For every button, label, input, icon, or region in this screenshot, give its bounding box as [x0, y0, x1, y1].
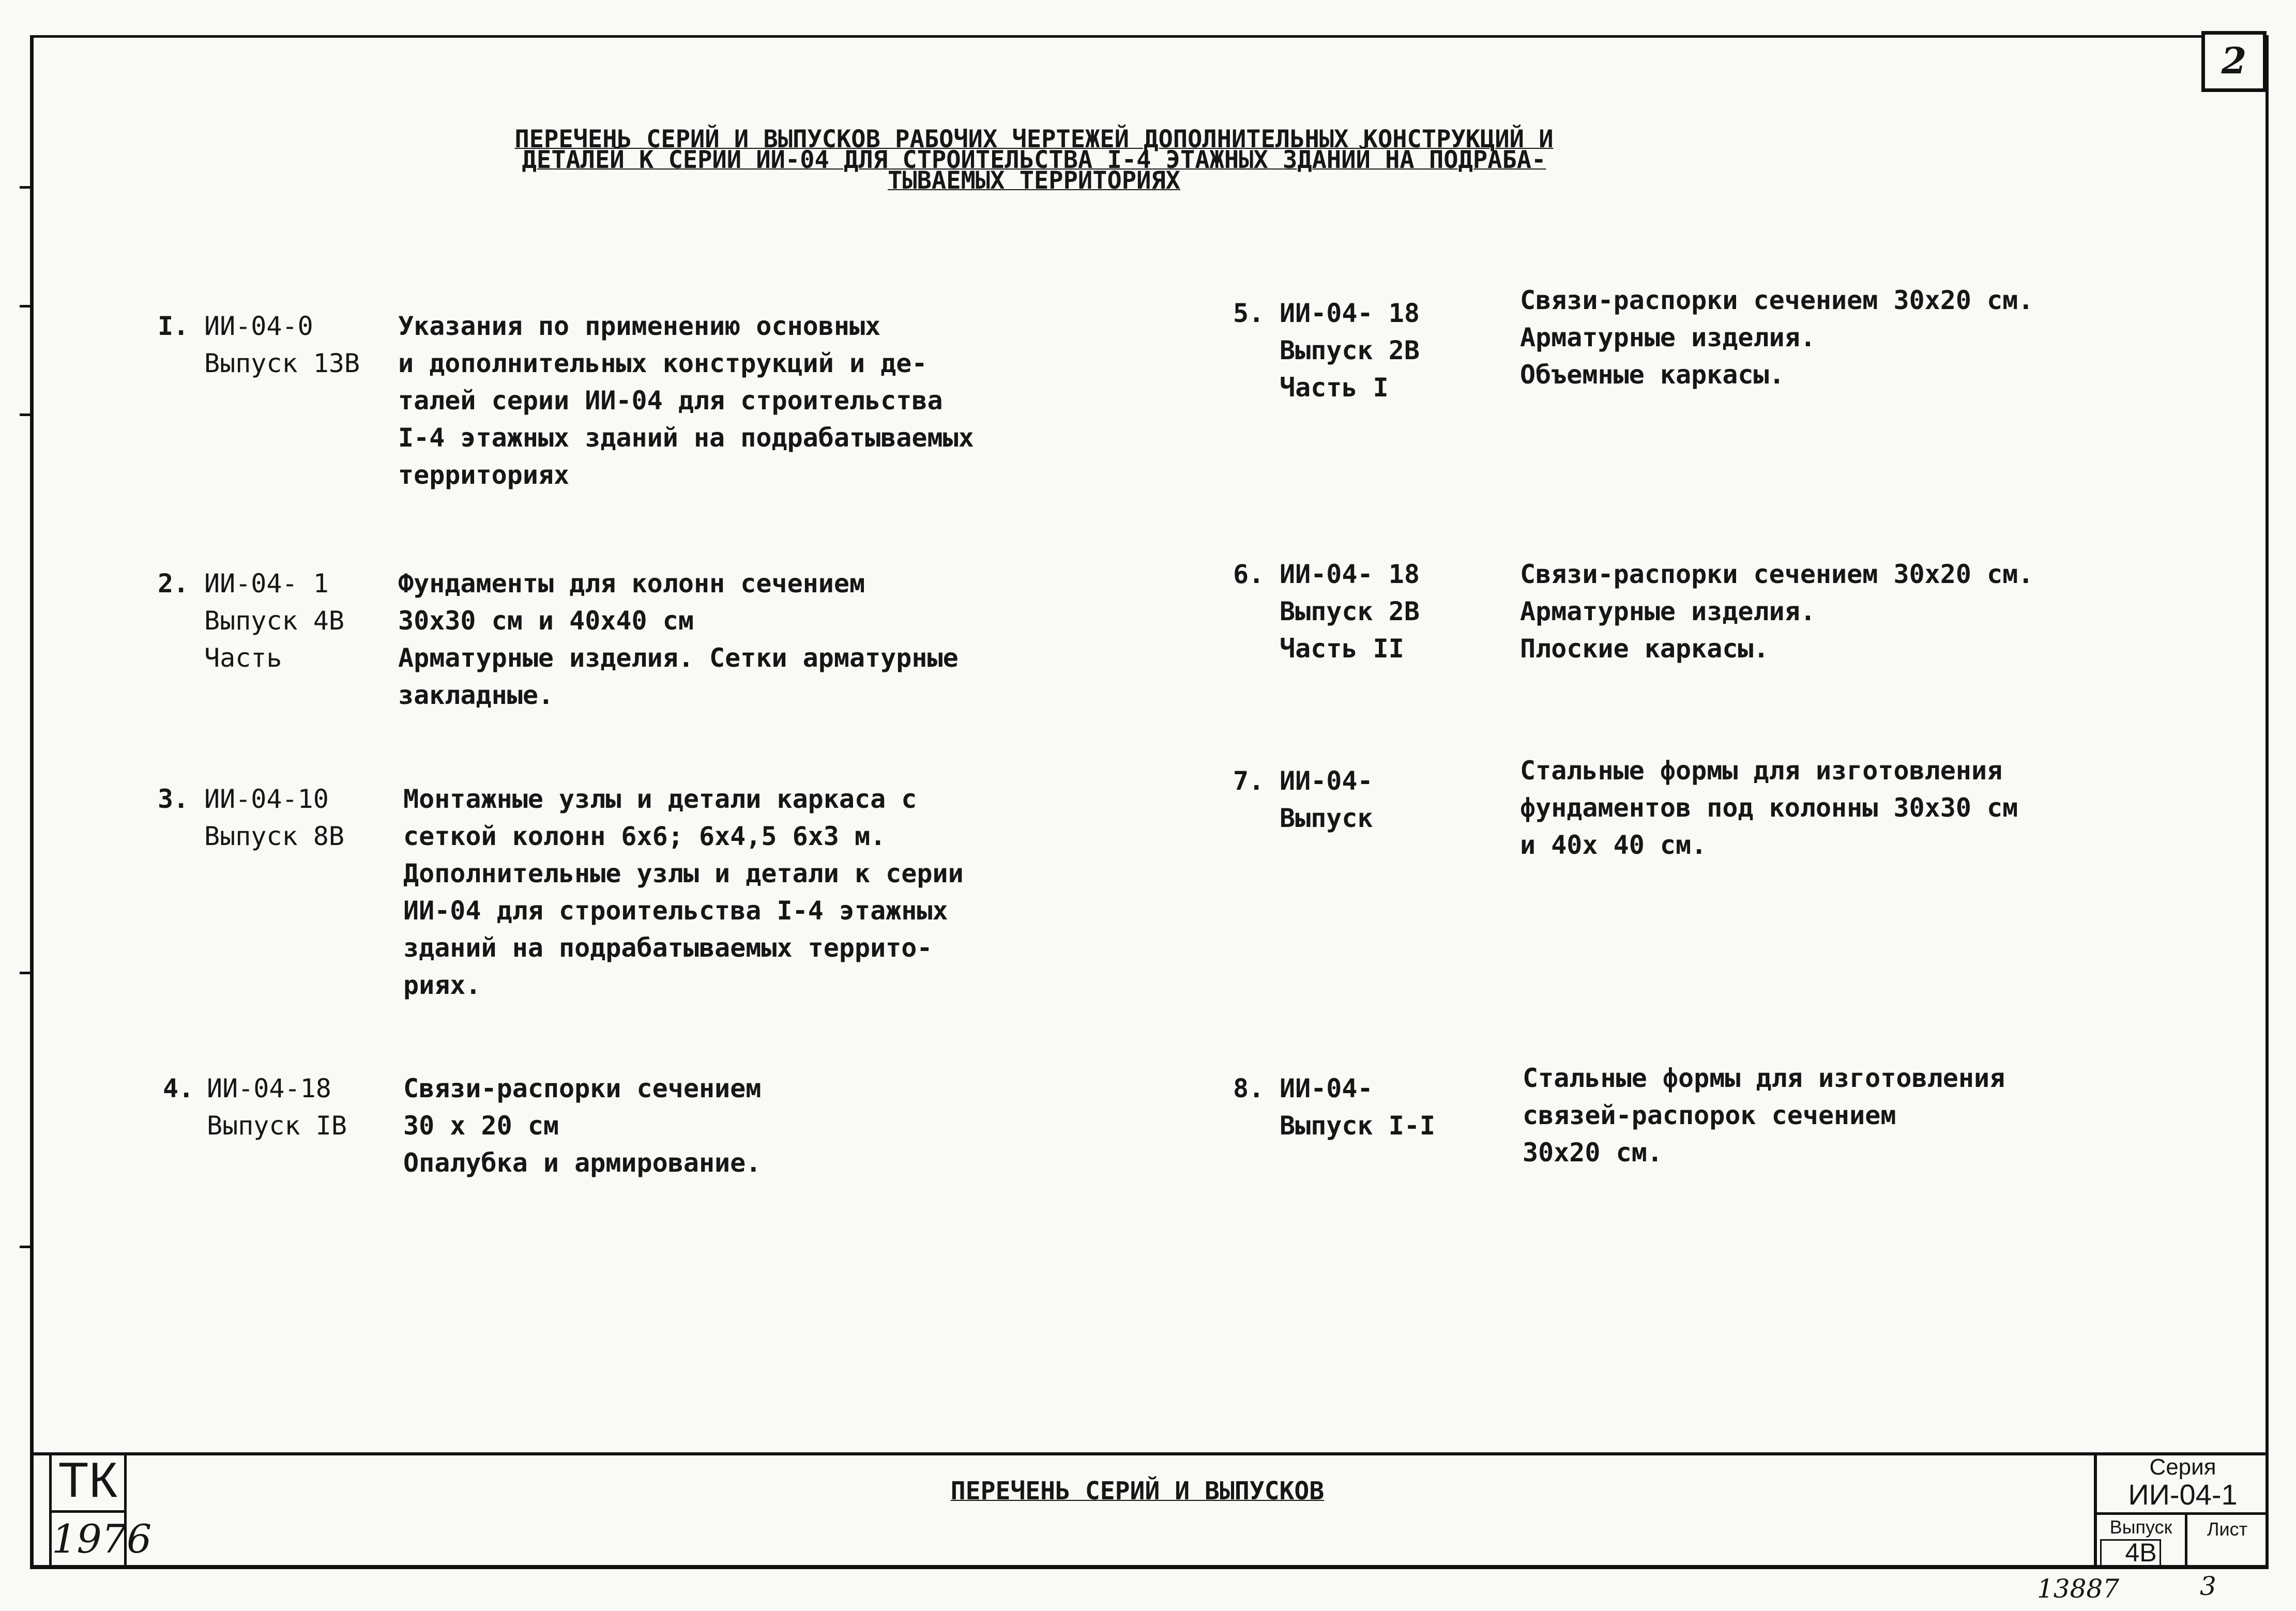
description-line: Арматурные изделия. Сетки арматурные — [398, 643, 959, 673]
item-code — [1280, 1070, 1435, 1144]
issue-code: Выпуск 4В — [204, 606, 344, 636]
description-line: 30 х 20 см — [403, 1111, 559, 1141]
margin-tick — [20, 972, 31, 974]
description-line: ИИ-04 для строительства I-4 этажных — [403, 896, 948, 926]
item-description — [1520, 556, 2033, 667]
description-line: Связи-распорки сечением 30х20 см. — [1520, 559, 2034, 589]
organization-code: ТК — [52, 1453, 124, 1513]
issue-code: Выпуск I-I — [1280, 1111, 1436, 1141]
issue-code: Выпуск 2В — [1280, 596, 1420, 626]
document-title — [465, 125, 1603, 195]
title-block — [30, 1452, 2269, 1569]
item-number: 4. — [163, 1073, 194, 1103]
stamp-title: ПЕРЕЧЕНЬ СЕРИЙ И ВЫПУСКОВ — [950, 1477, 1325, 1506]
description-line: территориях — [398, 460, 570, 490]
item-description — [403, 1070, 761, 1182]
series-code: ИИ-04-0 — [204, 311, 313, 341]
issue-code: Выпуск 2В — [1280, 335, 1420, 365]
item-code — [204, 565, 344, 677]
description-line: Стальные формы для изготовления — [1523, 1063, 2005, 1093]
description-line: 30х30 см и 40х40 см — [398, 606, 694, 636]
description-line: Опалубка и армирование. — [403, 1148, 762, 1178]
part-code: Часть — [204, 643, 282, 673]
description-line: риях. — [403, 970, 481, 1000]
sheet-number-box — [2201, 31, 2267, 92]
item-code — [1280, 556, 1420, 667]
description-line: 30х20 см. — [1523, 1138, 1663, 1168]
item-code — [207, 1070, 347, 1144]
issue-label: Выпуск — [2109, 1516, 2172, 1538]
description-line: I-4 этажных зданий на подрабатываемых — [398, 423, 974, 453]
sheet-number: 2 — [2221, 39, 2247, 82]
description-line: Связи-распорки сечением — [403, 1073, 762, 1103]
sheet-label: Лист — [2207, 1518, 2248, 1540]
item-code — [204, 308, 360, 382]
description-line: Объемные каркасы. — [1520, 360, 1785, 390]
description-line: зданий на подрабатываемых террито- — [403, 933, 933, 963]
description-line: Стальные формы для изготовления — [1520, 756, 2003, 786]
series-code: ИИ-04- 1 — [204, 569, 329, 599]
title-line-1: ПЕРЕЧЕНЬ СЕРИЙ И ВЫПУСКОВ РАБОЧИХ ЧЕРТЕЖЕЙ ДОПОЛНИТЕЛЬНЫХ КОНСТРУКЦИЙ И — [514, 125, 1554, 154]
item-number: 6. — [1233, 559, 1265, 589]
series-code: ИИ-04- 18 — [1280, 559, 1420, 589]
item-description — [403, 780, 964, 1004]
series-code: ИИ-04-10 — [204, 784, 329, 814]
item-code — [1280, 295, 1420, 406]
description-line: и дополнительных конструкций и де- — [398, 348, 927, 378]
part-code: Часть I — [1280, 373, 1389, 403]
description-line: Связи-распорки сечением 30х20 см. — [1520, 285, 2034, 315]
item-description — [398, 565, 959, 714]
series-code: ИИ-04- 18 — [1280, 298, 1420, 328]
description-line: Фундаменты для колонн сечением — [398, 569, 865, 599]
part-code: Часть II — [1280, 634, 1404, 664]
description-line: Арматурные изделия. — [1520, 596, 1816, 626]
description-line: и 40х 40 см. — [1520, 830, 1707, 860]
item-code — [1280, 762, 1373, 837]
item-description — [1520, 752, 2018, 864]
margin-tick — [20, 186, 31, 189]
item-code — [204, 780, 344, 855]
item-number: 8. — [1233, 1073, 1265, 1103]
description-line: фундаментов под колонны 30х30 см — [1520, 793, 2018, 823]
item-number: 2. — [158, 569, 189, 599]
item-number: I. — [158, 311, 189, 341]
series-label: Серия — [2149, 1454, 2216, 1480]
description-line: Указания по применению основных — [398, 311, 881, 341]
series-cell — [2094, 1453, 2269, 1569]
page-number: 3 — [2200, 1571, 2216, 1601]
issue-code: Выпуск IВ — [207, 1111, 347, 1141]
issue-code: Выпуск — [1280, 803, 1373, 833]
item-number: 7. — [1233, 766, 1265, 796]
margin-tick — [20, 413, 31, 416]
inventory-number: 13887 — [2037, 1574, 2120, 1604]
issue-code: Выпуск 8В — [204, 821, 344, 851]
margin-tick — [20, 305, 31, 308]
title-line-2: ДЕТАЛЕЙ К СЕРИИ ИИ-04 ДЛЯ СТРОИТЕЛЬСТВА I-4 ЭТАЖНЫХ ЗДАНИЙ НА ПОДРАБА- — [522, 146, 1546, 174]
stamp-year: 1976 — [52, 1516, 152, 1562]
item-description — [398, 308, 974, 494]
description-line: Плоские каркасы. — [1520, 634, 1769, 664]
organization-stamp — [49, 1452, 152, 1567]
description-line: связей-распорок сечением — [1523, 1100, 1896, 1130]
title-line-3: ТЫВАЕМЫХ ТЕРРИТОРИЯХ — [888, 166, 1180, 195]
series-code: ИИ-04- — [1280, 766, 1373, 796]
description-line: закладные. — [398, 680, 554, 710]
issue-value: 4В — [2125, 1538, 2157, 1567]
series-code: ИИ-04-18 — [207, 1073, 331, 1103]
margin-tick — [20, 1246, 31, 1248]
description-line: Арматурные изделия. — [1520, 323, 1816, 352]
series-code: ИИ-04- — [1280, 1073, 1373, 1103]
series-value: ИИ-04-1 — [2097, 1478, 2269, 1515]
item-description — [1523, 1060, 2005, 1171]
item-description — [1520, 282, 2033, 393]
description-line: талей серии ИИ-04 для строительства — [398, 386, 943, 416]
description-line: Монтажные узлы и детали каркаса с — [403, 784, 917, 814]
item-number: 3. — [158, 784, 189, 814]
issue-code: Выпуск 13В — [204, 348, 360, 378]
description-line: Дополнительные узлы и детали к серии — [403, 858, 964, 888]
item-number: 5. — [1233, 298, 1265, 328]
description-line: сеткой колонн 6х6; 6х4,5 6х3 м. — [403, 821, 886, 851]
